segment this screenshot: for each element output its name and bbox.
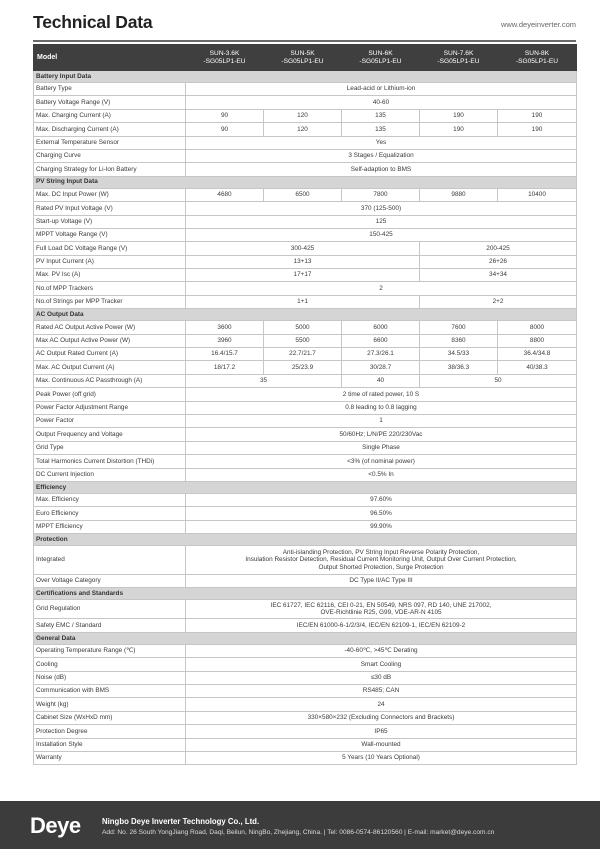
spec-value: 190 (420, 109, 498, 122)
model-header-row (34, 45, 577, 71)
spec-row (34, 295, 577, 308)
spec-value: 6600 (342, 334, 420, 347)
spec-value: 4680 (186, 188, 264, 201)
spec-value: 200-425 (420, 242, 577, 255)
spec-row (34, 725, 577, 738)
spec-label: Cabinet Size (WxHxD mm) (34, 711, 186, 724)
spec-value: 36.4/34.8 (498, 348, 577, 361)
spec-value: Yes (186, 136, 577, 149)
spec-value: 9880 (420, 188, 498, 201)
section-title: AC Output Data (34, 309, 577, 321)
section-header-row (34, 534, 577, 546)
section-header-row (34, 588, 577, 600)
spec-row (34, 96, 577, 109)
spec-row (34, 414, 577, 427)
spec-value: 30/28.7 (342, 361, 420, 374)
spec-label: Over Voltage Category (34, 574, 186, 587)
spec-value: 8360 (420, 334, 498, 347)
technical-data-table (33, 44, 577, 765)
spec-row (34, 136, 577, 149)
spec-label: Protection Degree (34, 725, 186, 738)
section-title: Protection (34, 534, 577, 546)
spec-label: Total Harmonics Current Distortion (THDi) (34, 455, 186, 468)
spec-row (34, 698, 577, 711)
spec-label: MPPT Voltage Range (V) (34, 228, 186, 241)
spec-row (34, 123, 577, 136)
spec-row (34, 109, 577, 122)
spec-value: 150-425 (186, 228, 577, 241)
spec-row (34, 619, 577, 632)
spec-value: Single Phase (186, 441, 577, 454)
spec-label: Battery Type (34, 83, 186, 96)
spec-value: 370 (125-500) (186, 202, 577, 215)
spec-label: Output Frequency and Voltage (34, 428, 186, 441)
spec-row (34, 428, 577, 441)
spec-label: Cooling (34, 658, 186, 671)
spec-value: 330×580×232 (Excluding Connectors and Brackets) (186, 711, 577, 724)
spec-value: DC Type II/AC Type III (186, 574, 577, 587)
spec-value: 50 (420, 374, 577, 387)
spec-value: IEC 61727, IEC 62116, CEI 0-21, EN 50549, NRS 097, RD 140, UNE 217002, OVE-Richtlinie R25, G99, VDE-AR-N 4105 (186, 600, 577, 619)
spec-value: 90 (186, 109, 264, 122)
spec-row (34, 242, 577, 255)
spec-label: Operating Temperature Range (℃) (34, 644, 186, 657)
spec-label: Charging Curve (34, 149, 186, 162)
spec-value: 5500 (264, 334, 342, 347)
spec-value: 40-60 (186, 96, 577, 109)
spec-value: 120 (264, 109, 342, 122)
model-name: SUN-6K -SG05LP1-EU (342, 45, 420, 71)
spec-value: 5000 (264, 321, 342, 334)
spec-row (34, 493, 577, 506)
model-name: SUN-5K -SG05LP1-EU (264, 45, 342, 71)
spec-value: 10400 (498, 188, 577, 201)
spec-value: 16.4/15.7 (186, 348, 264, 361)
company-contact: Add: No. 26 South YongJiang Road, Daqi, Beilun, NingBo, Zhejiang, China. | Tel: 0086-0574-86120560 | E-mail: market@deye.com.cn (102, 829, 495, 836)
spec-row (34, 163, 577, 176)
spec-row (34, 269, 577, 282)
model-name: SUN-3.6K -SG05LP1-EU (186, 45, 264, 71)
spec-row (34, 321, 577, 334)
spec-value: 3 Stages / Equalization (186, 149, 577, 162)
spec-value: 6000 (342, 321, 420, 334)
spec-row (34, 644, 577, 657)
spec-row (34, 507, 577, 520)
spec-value: 27.3/26.1 (342, 348, 420, 361)
spec-value: 34+34 (420, 269, 577, 282)
spec-value: 40/38.3 (498, 361, 577, 374)
spec-row (34, 658, 577, 671)
spec-row (34, 738, 577, 751)
spec-value: 8000 (498, 321, 577, 334)
section-header-row (34, 71, 577, 83)
spec-value: RS485; CAN (186, 685, 577, 698)
model-label: Model (34, 45, 186, 71)
spec-label: No.of Strings per MPP Tracker (34, 295, 186, 308)
spec-value: 17+17 (186, 269, 420, 282)
spec-row (34, 348, 577, 361)
spec-row (34, 455, 577, 468)
spec-label: Euro Efficiency (34, 507, 186, 520)
page-title: Technical Data (33, 12, 153, 32)
spec-label: Charging Strategy for Li-Ion Battery (34, 163, 186, 176)
page-header (33, 12, 576, 38)
spec-value: 2 time of rated power, 10 S (186, 388, 577, 401)
spec-label: Max AC Output Active Power (W) (34, 334, 186, 347)
section-header-row (34, 176, 577, 188)
spec-label: Max. AC Output Current (A) (34, 361, 186, 374)
website-url[interactable]: www.deyeinverter.com (500, 20, 576, 29)
spec-row (34, 83, 577, 96)
spec-value: 40 (342, 374, 420, 387)
spec-label: External Temperature Sensor (34, 136, 186, 149)
spec-value: 25/23.9 (264, 361, 342, 374)
spec-value: 190 (420, 123, 498, 136)
section-title: PV String Input Data (34, 176, 577, 188)
spec-value: 1+1 (186, 295, 420, 308)
spec-label: DC Current Injection (34, 468, 186, 481)
spec-label: Installation Style (34, 738, 186, 751)
spec-value: ≤30 dB (186, 671, 577, 684)
spec-row (34, 468, 577, 481)
section-header-row (34, 632, 577, 644)
spec-value: 22.7/21.7 (264, 348, 342, 361)
spec-label: Power Factor (34, 414, 186, 427)
deye-logo: Deye (30, 813, 81, 838)
spec-value: Smart Cooling (186, 658, 577, 671)
spec-row (34, 374, 577, 387)
section-title: General Data (34, 632, 577, 644)
spec-value: 38/36.3 (420, 361, 498, 374)
spec-value: 3600 (186, 321, 264, 334)
spec-value: 50/60Hz; L/N/PE 220/230Vac (186, 428, 577, 441)
spec-value: 26+26 (420, 255, 577, 268)
spec-value: 0.8 leading to 0.8 lagging (186, 401, 577, 414)
spec-value: 6500 (264, 188, 342, 201)
spec-value: 18/17.2 (186, 361, 264, 374)
section-title: Battery Input Data (34, 71, 577, 83)
spec-row (34, 255, 577, 268)
spec-label: No.of MPP Trackers (34, 282, 186, 295)
spec-label: Max. Charging Current (A) (34, 109, 186, 122)
spec-row (34, 752, 577, 765)
spec-row (34, 711, 577, 724)
spec-value: 99.90% (186, 520, 577, 533)
spec-value: 35 (186, 374, 342, 387)
company-name: Ningbo Deye Inverter Technology Co., Ltd. (102, 817, 260, 826)
spec-row (34, 361, 577, 374)
spec-value: <3% (of nominal power) (186, 455, 577, 468)
spec-row (34, 520, 577, 533)
spec-label: Max. DC Input Power (W) (34, 188, 186, 201)
spec-label: MPPT Efficiency (34, 520, 186, 533)
model-name: SUN-8K -SG05LP1-EU (498, 45, 577, 71)
spec-value: 190 (498, 123, 577, 136)
section-header-row (34, 309, 577, 321)
spec-value: 120 (264, 123, 342, 136)
spec-label: Grid Regulation (34, 600, 186, 619)
section-title: Certifications and Standards (34, 588, 577, 600)
spec-value: 3960 (186, 334, 264, 347)
section-title: Efficiency (34, 481, 577, 493)
spec-value: 125 (186, 215, 577, 228)
spec-value: Lead-acid or Lithium-ion (186, 83, 577, 96)
spec-label: Noise (dB) (34, 671, 186, 684)
spec-value: 7600 (420, 321, 498, 334)
spec-label: Start-up Voltage (V) (34, 215, 186, 228)
spec-value: 97.60% (186, 493, 577, 506)
spec-row (34, 215, 577, 228)
spec-label: Communication with BMS (34, 685, 186, 698)
spec-label: AC Output Rated Current (A) (34, 348, 186, 361)
spec-value: 5 Years (10 Years Optional) (186, 752, 577, 765)
spec-label: Warranty (34, 752, 186, 765)
spec-row (34, 188, 577, 201)
spec-value: IEC/EN 61000-6-1/2/3/4, IEC/EN 62109-1, IEC/EN 62109-2 (186, 619, 577, 632)
model-name: SUN-7.6K -SG05LP1-EU (420, 45, 498, 71)
spec-row (34, 334, 577, 347)
spec-value: -40-60℃, >45℃ Derating (186, 644, 577, 657)
spec-row (34, 401, 577, 414)
spec-label: Power Factor Adjustment Range (34, 401, 186, 414)
spec-label: Integrated (34, 546, 186, 575)
spec-value: Anti-islanding Protection, PV String Input Reverse Polarity Protection, Insulation Resistor Detection, Residual Current Monitoring Unit, Output Over Current Protection, Output Shorted Protection, Surge Protection (186, 546, 577, 575)
spec-label: Max. Discharging Current (A) (34, 123, 186, 136)
spec-row (34, 228, 577, 241)
spec-row (34, 546, 577, 575)
spec-value: 96.50% (186, 507, 577, 520)
spec-value: 90 (186, 123, 264, 136)
spec-value: 1 (186, 414, 577, 427)
spec-label: Battery Voltage Range (V) (34, 96, 186, 109)
spec-value: 135 (342, 123, 420, 136)
section-header-row (34, 481, 577, 493)
spec-value: Self-adaption to BMS (186, 163, 577, 176)
spec-value: 8800 (498, 334, 577, 347)
spec-value: 190 (498, 109, 577, 122)
spec-row (34, 149, 577, 162)
spec-value: 135 (342, 109, 420, 122)
spec-value: 2 (186, 282, 577, 295)
spec-label: Rated PV Input Voltage (V) (34, 202, 186, 215)
spec-value: <0.5% In (186, 468, 577, 481)
spec-label: Rated AC Output Active Power (W) (34, 321, 186, 334)
spec-label: PV Input Current (A) (34, 255, 186, 268)
spec-row (34, 600, 577, 619)
spec-label: Weight (kg) (34, 698, 186, 711)
spec-row (34, 388, 577, 401)
spec-value: 34.5/33 (420, 348, 498, 361)
spec-value: Wall-mounted (186, 738, 577, 751)
spec-value: 13+13 (186, 255, 420, 268)
spec-label: Peak Power (off grid) (34, 388, 186, 401)
spec-row (34, 685, 577, 698)
spec-label: Safety EMC / Standard (34, 619, 186, 632)
spec-row (34, 441, 577, 454)
spec-label: Max. PV Isc (A) (34, 269, 186, 282)
spec-row (34, 282, 577, 295)
spec-label: Max. Efficiency (34, 493, 186, 506)
spec-row (34, 671, 577, 684)
spec-value: 24 (186, 698, 577, 711)
spec-row (34, 574, 577, 587)
spec-value: 7800 (342, 188, 420, 201)
header-divider (33, 40, 576, 42)
spec-value: IP65 (186, 725, 577, 738)
spec-value: 2+2 (420, 295, 577, 308)
footer (0, 801, 600, 849)
spec-label: Max. Continuous AC Passthrough (A) (34, 374, 186, 387)
spec-label: Full Load DC Voltage Range (V) (34, 242, 186, 255)
spec-row (34, 202, 577, 215)
spec-label: Grid Type (34, 441, 186, 454)
spec-value: 300-425 (186, 242, 420, 255)
